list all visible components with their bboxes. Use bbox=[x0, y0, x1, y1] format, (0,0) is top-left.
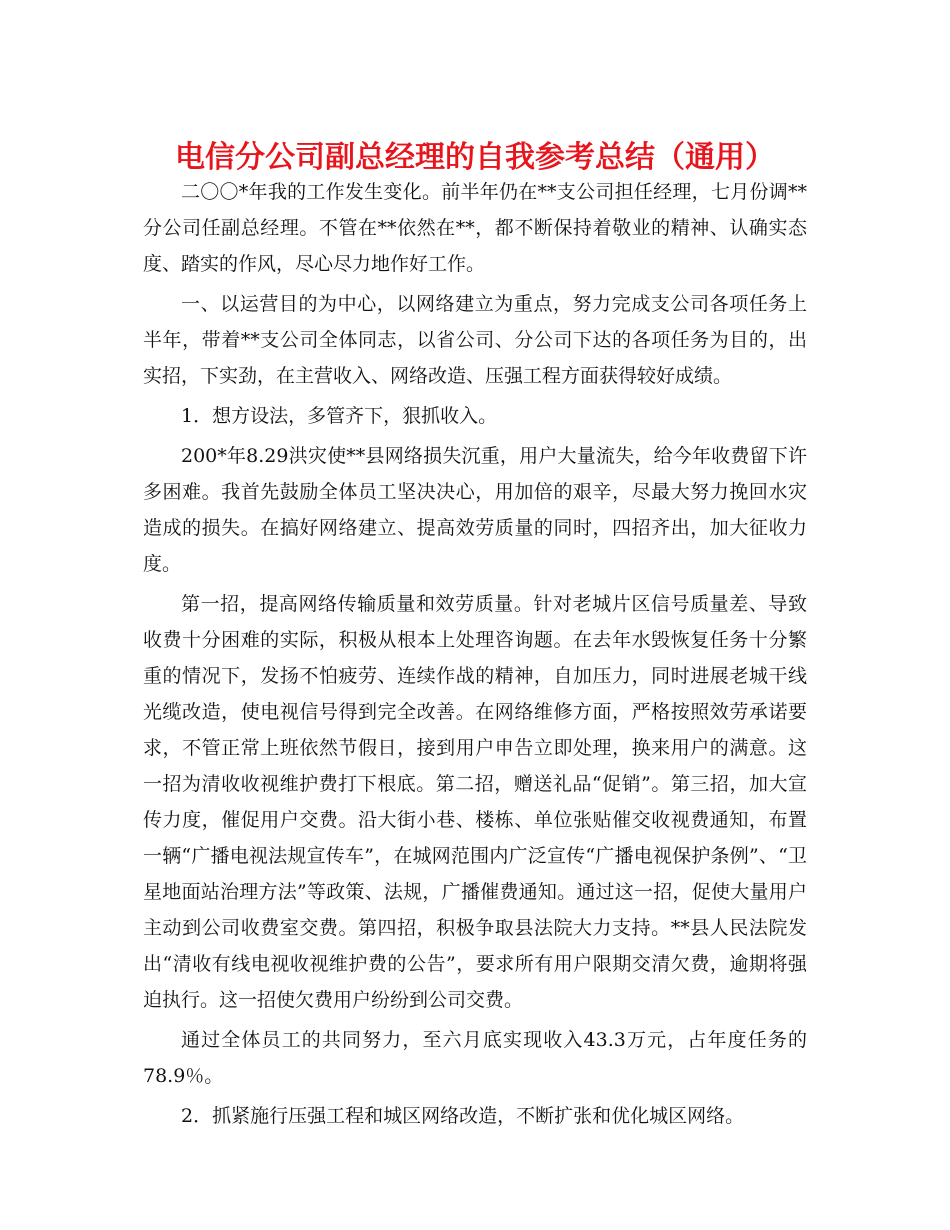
paragraph-1: 二〇〇*年我的工作发生变化。前半年仍在**支公司担任经理，七月份调**分公司任副总经理。不管在**依然在**，都不断保持着敬业的精神、认确实态度、踏实的作风，尽心尽力地作好工作。 bbox=[143, 181, 807, 275]
paragraph-4: 200*年8.29洪灾使**县网络损失沉重，用户大量流失，给今年收费留下许多困难。我首先鼓励全体员工坚决决心，用加倍的艰辛，尽最大努力挽回水灾造成的损失。在搞好网络建立、提高效劳质量的同时，四招齐出，加大征收力度。 bbox=[143, 445, 807, 575]
paragraph-5: 第一招，提高网络传输质量和效劳质量。针对老城片区信号质量差、导致收费十分困难的实际，积极从根本上处理咨询题。在去年水毁恢复任务十分繁重的情况下，发扬不怕疲劳、连续作战的精神，自加压力，同时进展老城干线光缆改造，使电视信号得到完全改善。在网络维修方面，严格按照效劳承诺要求，不管正常上班依然节假日，接到用户申告立即处理，换来用户的满意。这一招为清收收视维护费打下根底。第二招，赠送礼品“促销”。第三招，加大宣传力度，催促用户交费。沿大街小巷、楼栋、单位张贴催交收视费通知，布置一辆“广播电视法规宣传车”，在城网范围内广泛宣传“广播电视保护条例”、“卫星地面站治理方法”等政策、法规，广播催费通知。通过这一招，促使大量用户主动到公司收费室交费。第四招，积极争取县法院大力支持。**县人民法院发出“清收有线电视收视维护费的公告”，要求所有用户限期交清欠费，逾期将强迫执行。这一招使欠费用户纷纷到公司交费。 bbox=[143, 593, 807, 1011]
document-title: 电信分公司副总经理的自我参考总结（通用） bbox=[175, 140, 775, 175]
document-body bbox=[143, 174, 807, 1138]
paragraph-7: 2．抓紧施行压强工程和城区网络改造，不断扩张和优化城区网络。 bbox=[181, 1105, 745, 1127]
paragraph-3: 1．想方设法，多管齐下，狠抓收入。 bbox=[181, 405, 498, 427]
paragraph-6: 通过全体员工的共同努力，至六月底实现收入43.3万元，占年度任务的78.9％。 bbox=[143, 1029, 807, 1087]
paragraph-2: 一、以运营目的为中心，以网络建立为重点，努力完成支公司各项任务上半年，带着**支公司全体同志，以省公司、分公司下达的各项任务为目的，出实招，下实劲，在主营收入、网络改造、压强工程方面获得较好成绩。 bbox=[143, 293, 807, 387]
